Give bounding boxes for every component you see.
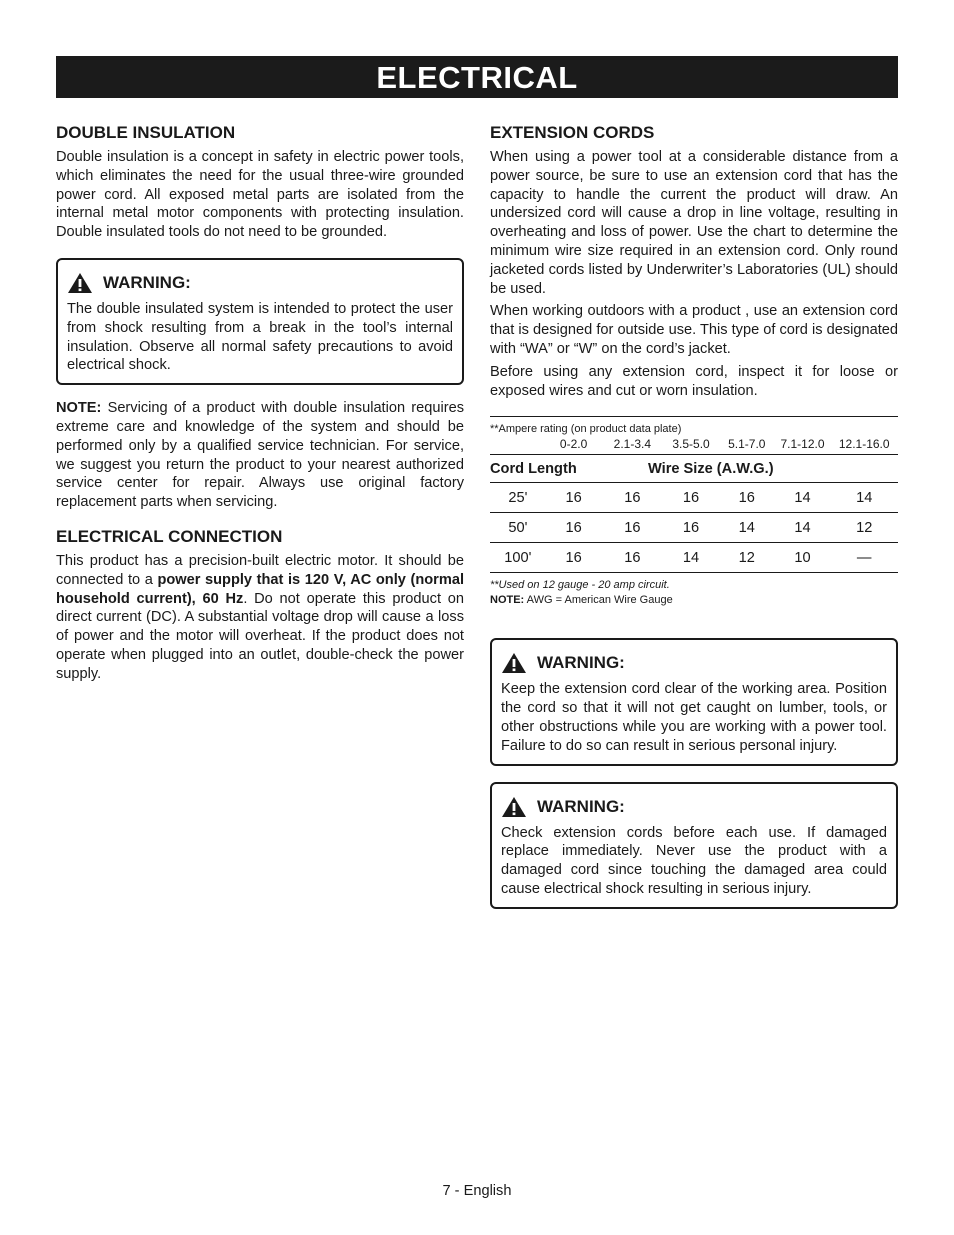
- wire-size-cell: 16: [624, 489, 641, 506]
- ampere-range: 3.5-5.0: [672, 437, 710, 452]
- double-insulation-heading: DOUBLE INSULATION: [56, 123, 236, 142]
- cord-length-cell: 50': [508, 519, 528, 536]
- connection-text-2: . Do not operate this product on direct current (DC). A substantial voltage drop will cause a loss of power and the motor will overheat. If the product does not operate when plugged into an outlet, double-check the power supply.: [56, 590, 464, 682]
- ampere-range-row: [490, 436, 898, 454]
- extension-cords-para-1: When using a power tool at a considerable distance from a power source, be sure to use an extension cord that has the capacity to handle the current the product will draw. An undersized cord will cause a drop in line voltage, resulting in overheating and loss of power. Use the chart to determine the minimum wire size required in an extension cord. Only round jacketed cords listed by Underwriter’s Laboratories (UL) should be used.: [490, 149, 898, 297]
- wire-size-cell: 16: [682, 519, 700, 536]
- warning-triangle-icon: [501, 796, 527, 818]
- wire-size-cell: 14: [794, 519, 811, 536]
- warning-text: Keep the extension cord clear of the working area. Position the cord so that it will not get caught on lumber, tools, or other obstructions while you are working with a power tool. Failure to do so can result in serious personal injury.: [501, 681, 887, 754]
- wire-size-cell: 16: [682, 489, 700, 506]
- wire-size-header: Wire Size (A.W.G.): [648, 460, 774, 477]
- ampere-range: 5.1-7.0: [728, 437, 766, 452]
- warning-triangle-icon: [501, 652, 527, 674]
- wire-size-cell: 16: [565, 519, 582, 536]
- gauge-footnote: **Used on 12 gauge - 20 amp circuit.: [490, 579, 670, 592]
- table-row: [490, 543, 898, 573]
- warning-title: WARNING:: [537, 653, 625, 673]
- right-column: [490, 122, 898, 923]
- cord-damage-warning-box: [490, 782, 898, 909]
- extension-cords-para-3: Before using any extension cord, inspect it for loose or exposed wires and cut or worn insulation.: [490, 363, 898, 399]
- note-label: NOTE:: [56, 400, 102, 417]
- warning-header: [501, 796, 887, 818]
- wire-size-table: [490, 416, 898, 573]
- table-header-row: [490, 454, 898, 483]
- awg-note: [490, 593, 898, 608]
- wire-size-cell: 12: [738, 549, 755, 566]
- warning-text: Check extension cords before each use. If damaged replace immediately. Never use the product with a damaged cord since touching the damaged area could cause electrical shock resulting in serious injury.: [501, 824, 887, 897]
- note-text: Servicing of a product with double insulation requires extreme care and knowledge of the system and should be performed only by a qualified service technician. For service, we suggest you return the product to your nearest authorized service center for repair. Always use original factory replacement parts when servicing.: [56, 400, 464, 511]
- electrical-connection-body: [56, 552, 464, 684]
- wire-size-cell: 14: [738, 519, 755, 536]
- table-row: [490, 483, 898, 513]
- servicing-note: [56, 399, 464, 512]
- awg-note-label: NOTE:: [490, 594, 525, 607]
- warning-text: The double insulated system is intended to protect the user from shock resulting from a break in the tool’s internal insulation. Observe all normal safety precautions to avoid electrical shock.: [67, 300, 453, 374]
- ampere-range: 12.1-16.0: [838, 437, 890, 452]
- electrical-connection-heading: ELECTRICAL CONNECTION: [56, 526, 283, 546]
- page-footer: 7 - English: [442, 1183, 512, 1199]
- left-column: [56, 122, 464, 684]
- ampere-range: 7.1-12.0: [780, 437, 825, 452]
- warning-triangle-icon: [67, 272, 93, 294]
- ampere-caption: **Ampere rating (on product data plate): [490, 423, 682, 436]
- warning-title: WARNING:: [537, 796, 625, 816]
- double-insulation-warning-box: [56, 258, 464, 385]
- connection-text-bold: power supply that is 120 V, AC only (normal household current), 60 Hz: [56, 571, 464, 607]
- wire-size-cell: 14: [794, 489, 811, 506]
- connection-text-1: This product has a precision-built electric motor. It should be connected to a: [56, 552, 464, 588]
- cord-length-cell: 25': [508, 489, 528, 506]
- cord-length-header: Cord Length: [490, 460, 577, 477]
- page-title: ELECTRICAL: [56, 56, 898, 98]
- cord-clearance-warning-box: [490, 638, 898, 765]
- warning-title: WARNING:: [103, 272, 191, 292]
- table-row: [490, 513, 898, 543]
- warning-header: [501, 652, 887, 674]
- wire-size-cell: 14: [682, 549, 700, 566]
- wire-size-cell: 16: [624, 519, 641, 536]
- extension-cords-heading: EXTENSION CORDS: [490, 123, 655, 142]
- wire-size-cell: 10: [794, 549, 811, 566]
- extension-cords-para-2: When working outdoors with a product , use an extension cord that is designed for outside use. This type of cord is designated with “WA” or “W” on the cord’s jacket.: [490, 303, 898, 357]
- wire-size-cell: 14: [856, 489, 873, 506]
- ampere-range: 0-2.0: [559, 437, 588, 452]
- wire-size-cell: 16: [565, 489, 582, 506]
- awg-note-text: AWG = American Wire Gauge: [524, 594, 673, 607]
- cord-length-cell: 100': [504, 549, 532, 566]
- double-insulation-body: Double insulation is a concept in safety in electric power tools, which eliminates the need for the usual three-wire grounded power cord. All exposed metal parts are isolated from the internal metal motor components with protecting insulation. Double insulated tools do not need to be grounded.: [56, 149, 464, 241]
- wire-size-cell: 16: [738, 489, 755, 506]
- wire-size-cell: —: [856, 549, 872, 566]
- warning-header: [67, 272, 453, 294]
- wire-size-cell: 16: [624, 549, 641, 566]
- wire-size-cell: 12: [856, 519, 873, 536]
- ampere-range: 2.1-3.4: [613, 437, 651, 452]
- table-footnotes: [490, 578, 898, 608]
- wire-size-cell: 16: [565, 549, 582, 566]
